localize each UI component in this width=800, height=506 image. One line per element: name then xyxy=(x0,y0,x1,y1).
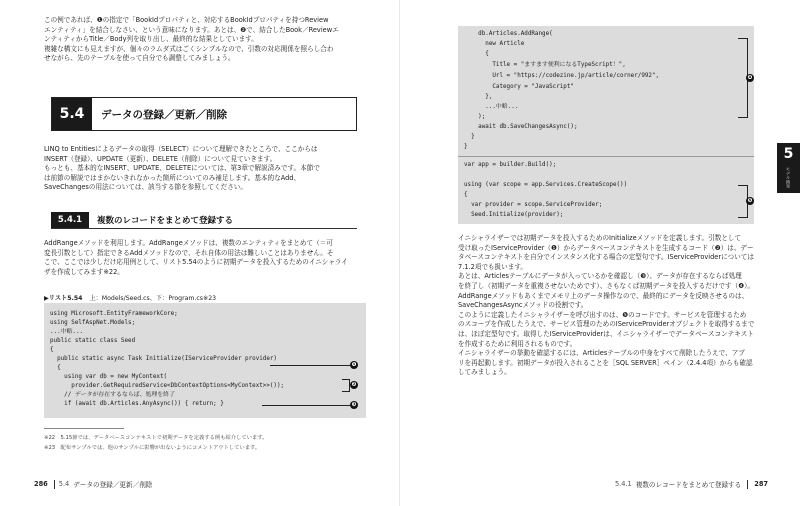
code-line: var app = builder.Build(); xyxy=(464,162,557,168)
intro-line: エンティティ」を結合しなさい、という意味になります。あとは、❷で、結合したBook／Reviewエ xyxy=(44,25,339,34)
body-line: を終了し（初期データを重複させないためです）、さもなくば初期データを投入するだけです（❹）。 xyxy=(458,281,755,290)
code-line: { xyxy=(464,192,468,198)
section-line: もっとも、基本的なINSERT、UPDATE、DELETEについては、第3章で解説済みです。本節で xyxy=(44,164,320,173)
body-line: タベースコンテキストを自分でインスタンス化する場合の定型句です。IServiceProviderについては xyxy=(458,253,754,262)
body-line: あとは、Articlesテーブルにデータが入っているかを確認し（❸）、データが存在するならば処理 xyxy=(458,272,742,281)
listing-description: 上：Models/Seed.cs、下：Program.cs※23 xyxy=(89,295,217,302)
body-line: SaveChangesAsyncメソッドの役割です。 xyxy=(458,301,588,310)
code-line: Seed.Initialize(provider); xyxy=(464,212,564,218)
code-line: using (var scope = app.Services.CreateScope()) xyxy=(464,182,628,188)
body-line: イニシャライザーでは初期データを投入するためのInitializeメソッドを定義します。引数として xyxy=(458,234,742,242)
chapter-label: モデル開発 xyxy=(786,167,791,188)
callout-line-1 xyxy=(270,365,350,366)
intro-line: せながら、先のテーブルを使って自分でも調整してみましょう。 xyxy=(44,54,235,63)
code-line: ...中略... xyxy=(464,104,519,110)
subsection-line: こで、ここでは少しだけ応用例として、リスト5.54のように初期データを投入するためのイニシャライ xyxy=(44,258,348,267)
code-line: Title = "ますます便利になるTypeScript！", xyxy=(464,62,626,68)
code-line: public static async Task Initialize(IServiceProvider provider) xyxy=(50,356,277,362)
body-line: のスコープを作成したうえで、サービス管理のためのIServiceProviderオブジェクトを取得するまで xyxy=(458,320,755,329)
chapter-tab xyxy=(777,143,800,193)
code-line: db.Articles.AddRange( xyxy=(464,31,553,37)
code-line: provider.GetRequiredService<DbContextOptions<MyContext>>()); xyxy=(50,383,285,389)
subsection-number: 5.4.1 xyxy=(51,212,89,228)
section-line: は前節の解説ではまかないきれなかった箇所についてのみ補足します。基本的なAdd、 xyxy=(44,173,301,182)
code-line: var provider = scope.ServiceProvider; xyxy=(464,202,603,208)
code-line: } xyxy=(464,134,475,140)
section-number: 5.4 xyxy=(52,98,92,130)
code-line: using Microsoft.EntityFrameworkCore; xyxy=(50,311,178,317)
body-line: AddRangeメソッドもあくまでメモリ上のデータ操作なので、最終的にデータを反映させるのは、 xyxy=(458,291,749,300)
section-title: データの登録／更新／削除 xyxy=(101,108,227,121)
footer-section-number: 5.4.1 xyxy=(614,480,632,488)
subsection-line: AddRangeメソッドを利用します。AddRangeメソッドは、複数のエンティティをまとめて（＝可 xyxy=(44,239,333,247)
code-line: using SelfAspNet.Models; xyxy=(50,320,136,326)
code-line: // データが存在するならば、処理を終了 xyxy=(50,392,175,398)
explanation-paragraph xyxy=(458,234,768,378)
right-footer xyxy=(615,479,768,489)
marker-1: ❶ xyxy=(351,362,357,368)
marker-2: ❷ xyxy=(351,382,357,388)
page-number: 287 xyxy=(754,480,768,488)
code-line: await db.SaveChangesAsync(); xyxy=(464,124,578,130)
footnote-22: ※22 5.15節では、データベースコンテキストで初期データを定義する例も紹介しています。 xyxy=(44,435,268,441)
intro-line: ンティティからTitle／Body列を取り出し、最終的な結果としています。 xyxy=(44,35,258,44)
footer-divider xyxy=(747,480,748,489)
subsection-heading xyxy=(51,212,357,229)
chapter-number: 5 xyxy=(783,146,794,162)
subsection-title: 複数のレコードをまとめて登録する xyxy=(97,216,234,226)
code-line: public static class Seed xyxy=(50,338,136,344)
code-line: Category = "JavaScript" xyxy=(464,84,574,90)
body-line: 受け取ったIServiceProvider（❶）からデータベースコンテキストを生成するコード（❷）は、デー xyxy=(458,243,754,252)
marker-4: ❹ xyxy=(747,75,753,81)
body-line: リを再起動します。初期データが投入されることを［SQL SERVER］ペイン（2.4.4項）からも確認 xyxy=(458,358,753,367)
subsection-paragraph xyxy=(44,239,366,277)
body-line: イニシャライザーの挙動を確認するには、Articlesテーブルの中身をすべて削除したうえで、アプ xyxy=(458,349,745,358)
code-line: ); xyxy=(464,114,486,120)
listing-label: ▶リスト5.54 xyxy=(44,295,83,302)
footer-section-title: 複数のレコードをまとめて登録する xyxy=(635,481,742,489)
code-separator xyxy=(458,156,754,157)
code-block-listing-left xyxy=(44,303,366,418)
code-line: new Article xyxy=(464,41,525,47)
marker-3: ❸ xyxy=(351,402,357,408)
section-heading xyxy=(51,97,357,131)
section-intro-paragraph xyxy=(44,145,366,193)
page-number: 286 xyxy=(34,480,48,488)
footnote-23: ※23 配布サンプルでは、他のサンプルに影響が出ないようにコメントアウトしています。 xyxy=(44,445,261,451)
right-page xyxy=(400,0,800,506)
section-line: INSERT（登録）、UPDATE（更新）、DELETE（削除）について見ていきます。 xyxy=(44,154,277,163)
intro-line: この例であれば、❶の指定で「BookIdプロパティと、対応するBookIdプロパティを持つReview xyxy=(44,16,329,24)
footer-section-title: データの登録／更新／削除 xyxy=(73,481,153,489)
body-line: を作成するために利用されるものです。 xyxy=(458,339,577,348)
listing-caption xyxy=(44,293,216,302)
code-line: }, xyxy=(464,94,493,100)
code-block-listing-right xyxy=(458,26,754,224)
footer-divider xyxy=(54,480,55,489)
code-line: } xyxy=(464,144,468,150)
code-line: if (await db.Articles.AnyAsync()) { return; } xyxy=(50,401,224,407)
left-footer xyxy=(34,479,152,489)
code-line: using var db = new MyContext( xyxy=(50,374,168,380)
code-line: { xyxy=(464,51,489,57)
intro-paragraph xyxy=(44,16,366,64)
body-line: 7.1.2項でも扱います。 xyxy=(458,262,527,271)
code-line: { xyxy=(50,347,54,353)
section-line: LINQ to Entitiesによるデータの取得（SELECT）について理解できたところで、ここからは xyxy=(44,145,318,153)
marker-5: ❺ xyxy=(747,198,753,204)
intro-line: 複雑な構文にも見えますが、個々のラムダ式はごくシンプルなので、引数の対応関係を照らし合わ xyxy=(44,44,334,53)
callout-bracket-2 xyxy=(342,379,350,392)
callout-line-3 xyxy=(262,405,350,406)
code-line: Url = "https://codezine.jp/article/corner/992", xyxy=(464,73,660,79)
code-line: ...中略... xyxy=(50,329,84,335)
footer-section-number: 5.4 xyxy=(58,480,70,488)
subsection-line: ザを作成してみます※22。 xyxy=(44,267,124,276)
body-line: してみましょう。 xyxy=(458,368,511,377)
subsection-line: 変長引数として）指定できるAddメソッドなので、それ自体の用法は難しいことはありません。そ xyxy=(44,248,334,257)
footnote-rule xyxy=(44,428,124,429)
code-line: { xyxy=(50,365,61,371)
section-line: SaveChangesの用法については、該当する節を参照してください。 xyxy=(44,183,247,192)
body-line: このように定義したイニシャライザーを呼び出すのは、❺のコードです。サービスを管理するため xyxy=(458,310,747,319)
body-line: は、ほぼ定型句です。取得したIServiceProviderは、イニシャライザーでデータベースコンテキスト xyxy=(458,329,754,338)
